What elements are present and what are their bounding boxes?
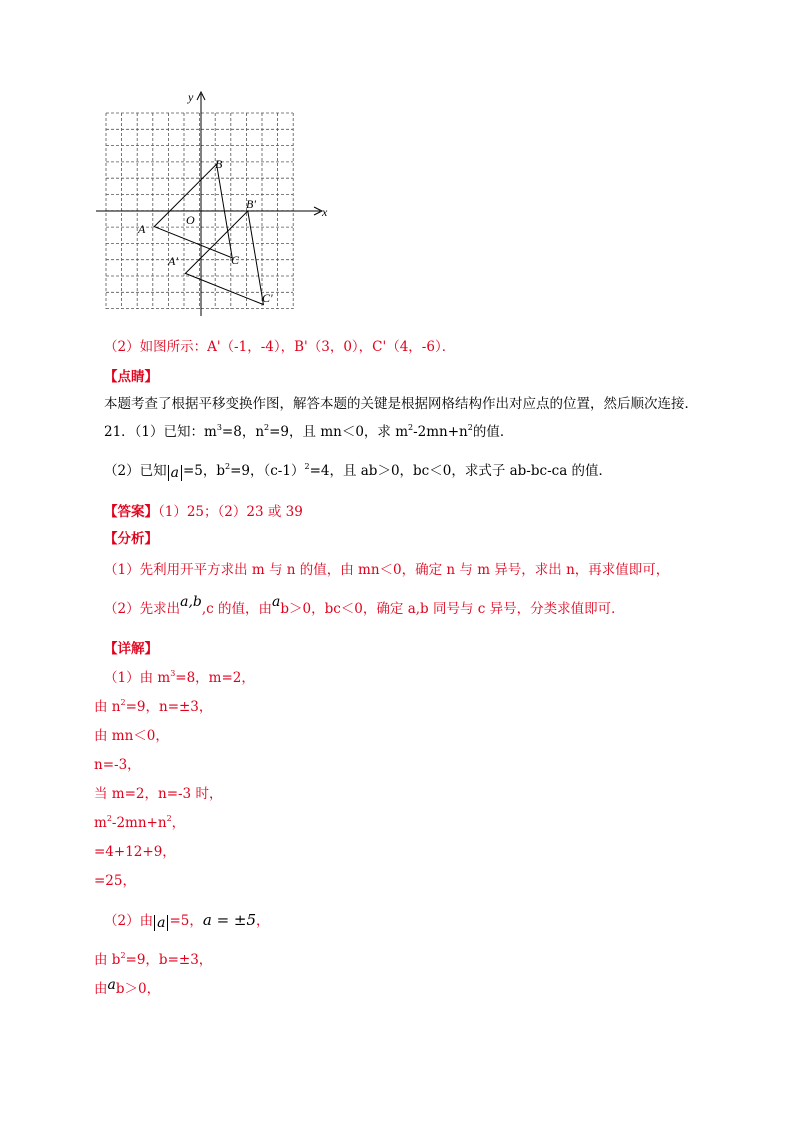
y-axis bbox=[197, 92, 205, 316]
step-text: 由 b bbox=[94, 952, 121, 968]
fenxi2-text: （2）先求出 bbox=[104, 601, 181, 617]
step-5: 当 m=2，n=-3 时， bbox=[94, 786, 223, 802]
point-label-b: B bbox=[215, 157, 223, 171]
step-text: =5， bbox=[169, 913, 203, 929]
point-label-b1: B' bbox=[246, 197, 256, 211]
point-label-a: A bbox=[138, 222, 146, 236]
dianjing-text: 本题考查了根据平移变换作图，解答本题的关键是根据网格结构作出对应点的位置，然后顺次连接． bbox=[104, 396, 698, 412]
fenxi2-text: ,c 的值，由 bbox=[201, 601, 273, 617]
fenxi-line-1: （1）先利用开平方求出 m 与 n 的值，由 mn＜0，确定 n 与 m 异号，求出 n，再求值即可， bbox=[104, 562, 670, 578]
step-text: （1）由 m bbox=[104, 670, 171, 686]
step-text: m bbox=[94, 815, 107, 831]
math-a-pm5: a = ±5 bbox=[202, 911, 257, 929]
sup: 2 bbox=[408, 423, 414, 432]
q21p2-text: =4，且 ab＞0，bc＜0，求式子 ab-bc-ca 的值． bbox=[309, 463, 613, 479]
answer-text: （1）25；（2）23 或 39 bbox=[158, 504, 303, 520]
q21-text: -2mn+n bbox=[413, 424, 468, 440]
q21-text: =8，n bbox=[221, 424, 265, 440]
sup: 2 bbox=[264, 423, 270, 432]
step-9 bbox=[104, 911, 270, 931]
fenxi-heading: 【分析】 bbox=[104, 531, 158, 547]
step-2 bbox=[94, 698, 212, 716]
abs-a: a bbox=[168, 465, 182, 481]
step-text: b＞0， bbox=[115, 981, 161, 997]
q21-text: 21．（1）已知：m bbox=[104, 424, 217, 440]
question-21-part2 bbox=[104, 462, 612, 481]
step-text: =9，n=±3， bbox=[125, 699, 213, 715]
sup: 2 bbox=[304, 462, 310, 471]
step-7: =4+12+9， bbox=[94, 844, 176, 860]
answer2-note: （2）如图所示：A'（-1，-4），B'（3，0），C'（4，-6）． bbox=[104, 339, 456, 355]
step-6 bbox=[94, 814, 185, 832]
sup: 3 bbox=[216, 423, 222, 432]
q21p2-text: （2）已知 bbox=[104, 463, 167, 479]
coordinate-grid-figure bbox=[92, 88, 332, 320]
step-text: =8，m=2， bbox=[175, 670, 255, 686]
step-1 bbox=[104, 669, 255, 687]
origin-label: O bbox=[186, 213, 195, 227]
step-text: 由 bbox=[94, 981, 108, 997]
sup: 3 bbox=[170, 669, 176, 678]
x-axis bbox=[96, 207, 322, 215]
x-axis-label: x bbox=[322, 205, 328, 219]
step-3: 由 mn＜0， bbox=[94, 728, 169, 744]
abs-a: a bbox=[154, 915, 168, 931]
fenxi-line-2 bbox=[104, 594, 625, 618]
q21-text: 的值． bbox=[472, 424, 514, 440]
answer-heading: 【答案】 bbox=[104, 504, 158, 520]
step-text: ， bbox=[171, 815, 186, 831]
sup: 2 bbox=[225, 462, 231, 471]
sup: 2 bbox=[120, 951, 126, 960]
point-label-c1: C' bbox=[262, 291, 273, 305]
y-axis-label: y bbox=[188, 90, 194, 104]
step-text: =9，b=±3， bbox=[125, 952, 213, 968]
fenxi2-text: b＞0，bc＜0，确定 a,b 同号与 c 异号，分类求值即可． bbox=[280, 601, 625, 617]
q21p2-text: =5，b bbox=[182, 463, 225, 479]
sup: 2 bbox=[120, 698, 126, 707]
step-text: -2mn+n bbox=[111, 815, 167, 831]
sup: 2 bbox=[467, 423, 473, 432]
math-ab: a,b bbox=[180, 594, 202, 610]
step-text: ， bbox=[256, 913, 270, 929]
q21-text: =9，且 mn＜0，求 m bbox=[269, 424, 408, 440]
q21p2-text: =9，（c-1） bbox=[230, 463, 305, 479]
step-text: 由 n bbox=[94, 699, 121, 715]
step-4: n=-3， bbox=[94, 757, 141, 773]
math-a: a bbox=[107, 977, 116, 993]
step-8: =25， bbox=[94, 873, 136, 889]
sup: 2 bbox=[106, 814, 112, 823]
dianjing-heading: 【点睛】 bbox=[104, 369, 158, 385]
xiangjie-heading: 【详解】 bbox=[104, 641, 158, 657]
step-10 bbox=[94, 951, 212, 969]
sup: 2 bbox=[166, 814, 172, 823]
answer-line bbox=[104, 503, 303, 521]
question-21-part1 bbox=[104, 423, 513, 441]
math-a: a bbox=[272, 594, 281, 610]
triangle-a1b1c1 bbox=[185, 211, 263, 305]
point-label-a1: A' bbox=[168, 254, 178, 268]
step-text: （2）由 bbox=[104, 913, 154, 929]
point-label-c: C bbox=[231, 253, 240, 267]
step-11 bbox=[94, 977, 161, 998]
